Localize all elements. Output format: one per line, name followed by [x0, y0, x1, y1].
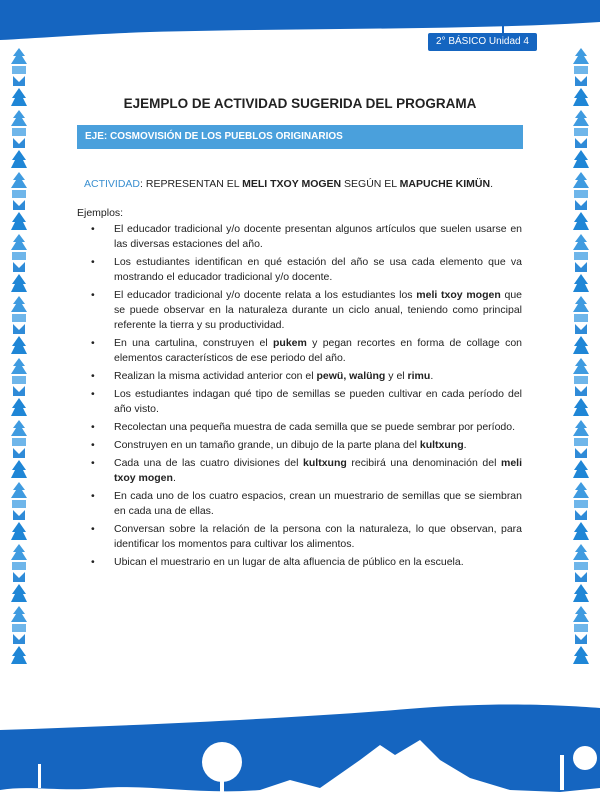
- list-item: • Los estudiantes indagan qué tipo de semillas se pueden cultivar en cada período del año visto.: [88, 387, 522, 417]
- list-item: • Ubican el muestrario en un lugar de alta afluencia de público en la escuela.: [88, 555, 522, 570]
- page-title: EJEMPLO DE ACTIVIDAD SUGERIDA DEL PROGRAMA: [123, 96, 477, 111]
- examples-list: [88, 222, 522, 573]
- list-item: • En cada uno de los cuatro espacios, crean un muestrario de semillas que se siembran en cada una de ellas.: [88, 489, 522, 519]
- activity-text: SEGÚN EL: [341, 178, 400, 190]
- list-item: • El educador tradicional y/o docente relata a los estudiantes los meli txoy mogen que se puede observar en la naturaleza durante un ciclo anual, teniendo como principal referente la tierra y su productividad.: [88, 288, 522, 333]
- unit-badge: 2° BÁSICO Unidad 4: [428, 33, 537, 51]
- activity-bold: MELI TXOY MOGEN: [242, 178, 342, 190]
- list-item: • Construyen en un tamaño grande, un dibujo de la parte plana del kultxung.: [88, 438, 522, 453]
- examples-label: Ejemplos:: [77, 207, 124, 219]
- list-item: • Conversan sobre la relación de la persona con la naturaleza, lo que observan, para identificar los momentos para cultivar los alimentos.: [88, 522, 522, 552]
- list-item: • Recolectan una pequeña muestra de cada semilla que se puede sembrar por período.: [88, 420, 522, 435]
- decorative-border-left-icon: [8, 46, 30, 666]
- activity-sep: :: [140, 178, 146, 190]
- list-item: • Realizan la misma actividad anterior con el pewü, walüng y el rimu.: [88, 369, 522, 384]
- list-item: • El educador tradicional y/o docente presentan algunos artículos que suelen usarse en las diversas estaciones del año.: [88, 222, 522, 252]
- list-item: • Los estudiantes identifican en qué estación del año se usa cada elemento que va mostrando el educador tradicional y/o docente.: [88, 255, 522, 285]
- list-item: • Cada una de las cuatro divisiones del kultxung recibirá una denominación del meli txoy mogen.: [88, 456, 522, 486]
- activity-bold: MAPUCHE KIMÜN: [399, 178, 491, 190]
- activity-text: REPRESENTAN EL: [145, 178, 243, 190]
- activity-label: ACTIVIDAD: [84, 178, 141, 190]
- list-item: • En una cartulina, construyen el pukem y pegan recortes en forma de collage con elementos característicos de ese periodo del año.: [88, 336, 522, 366]
- activity-text: .: [490, 178, 494, 190]
- eje-banner: EJE: COSMOVISIÓN DE LOS PUEBLOS ORIGINARIOS: [77, 125, 523, 149]
- footer-landscape-illustration: [0, 700, 600, 800]
- decorative-border-right-icon: [570, 46, 592, 666]
- activity-line: [84, 178, 493, 190]
